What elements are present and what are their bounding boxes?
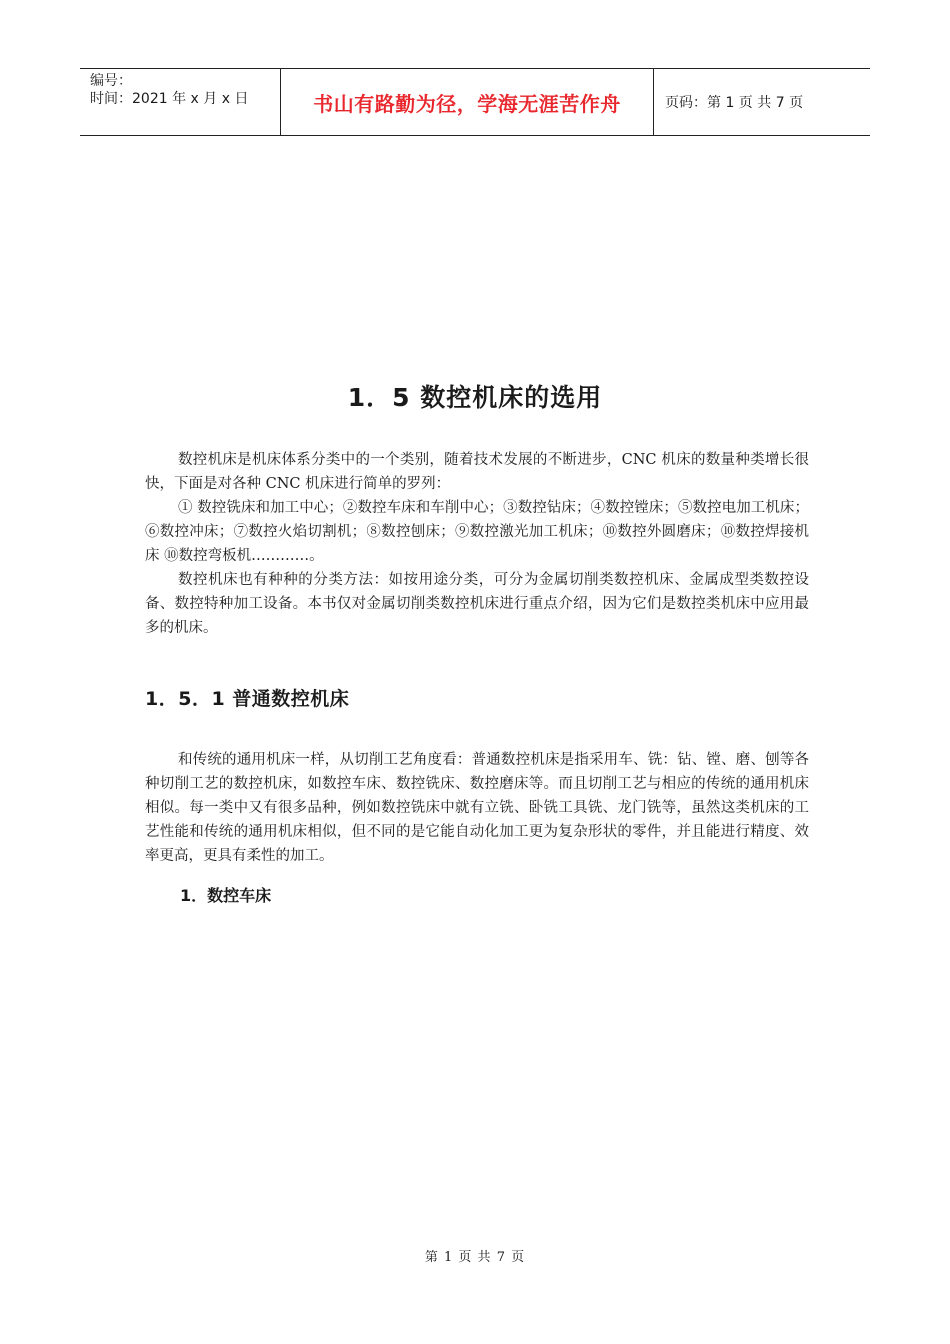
paragraph-section-body: 和传统的通用机床一样，从切削工艺角度看：普通数控机床是指采用车、铣：钻、镗、磨、刨等各种切削工艺的数控机床，如数控车床、数控铣床、数控磨床等。而且切削工艺与相应的传统的通用机床相似。每一类中又有很多品种，例如数控铣床中就有立铣、卧铣工具铣、龙门铣等，虽然这类机床的工艺性能和传统的通用机床相似，但不同的是它能自动化加工更为复杂形状的零件，并且能进行精度、效率更高，更具有柔性的加工。 [145, 752, 809, 864]
header-page-cell [654, 69, 870, 135]
header-table [80, 68, 870, 136]
header-meta-cell [80, 69, 281, 135]
page-footer: 第 1 页 共 7 页 [424, 1250, 526, 1265]
section-heading: 1．5．1 普通数控机床 [145, 688, 350, 710]
page-info: 页码：第 1 页 共 7 页 [665, 95, 804, 111]
paragraph-classification: 数控机床也有种种的分类方法：如按用途分类，可分为金属切削类数控机床、金属成型类数控设备、数控特种加工设备。本书仅对金属切削类数控机床进行重点介绍，因为它们是数控类机床中应用最多的机床。 [145, 572, 809, 636]
sub-heading: 1．数控车床 [180, 886, 272, 905]
paragraph-intro: 数控机床是机床体系分类中的一个类别，随着技术发展的不断进步，CNC 机床的数量种类增长很快，下面是对各种 CNC 机床进行简单的罗列： [145, 452, 809, 492]
document-title: 1．5 数控机床的选用 [347, 383, 603, 412]
paragraph-machine-list: ① 数控铣床和加工中心；②数控车床和车削中心；③数控钻床；④数控镗床；⑤数控电加工机床；⑥数控冲床；⑦数控火焰切割机；⑧数控刨床；⑨数控激光加工机床；⑩数控外圆磨床；⑩数控焊接机床 ⑩数控弯板机…………。 [145, 500, 809, 564]
code-label: 编号： [90, 73, 132, 89]
motto-text: 书山有路勤为径，学海无涯苦作舟 [313, 91, 621, 116]
date-line: 时间：2021 年 x 月 x 日 [90, 91, 249, 107]
header-motto-cell [281, 69, 654, 135]
